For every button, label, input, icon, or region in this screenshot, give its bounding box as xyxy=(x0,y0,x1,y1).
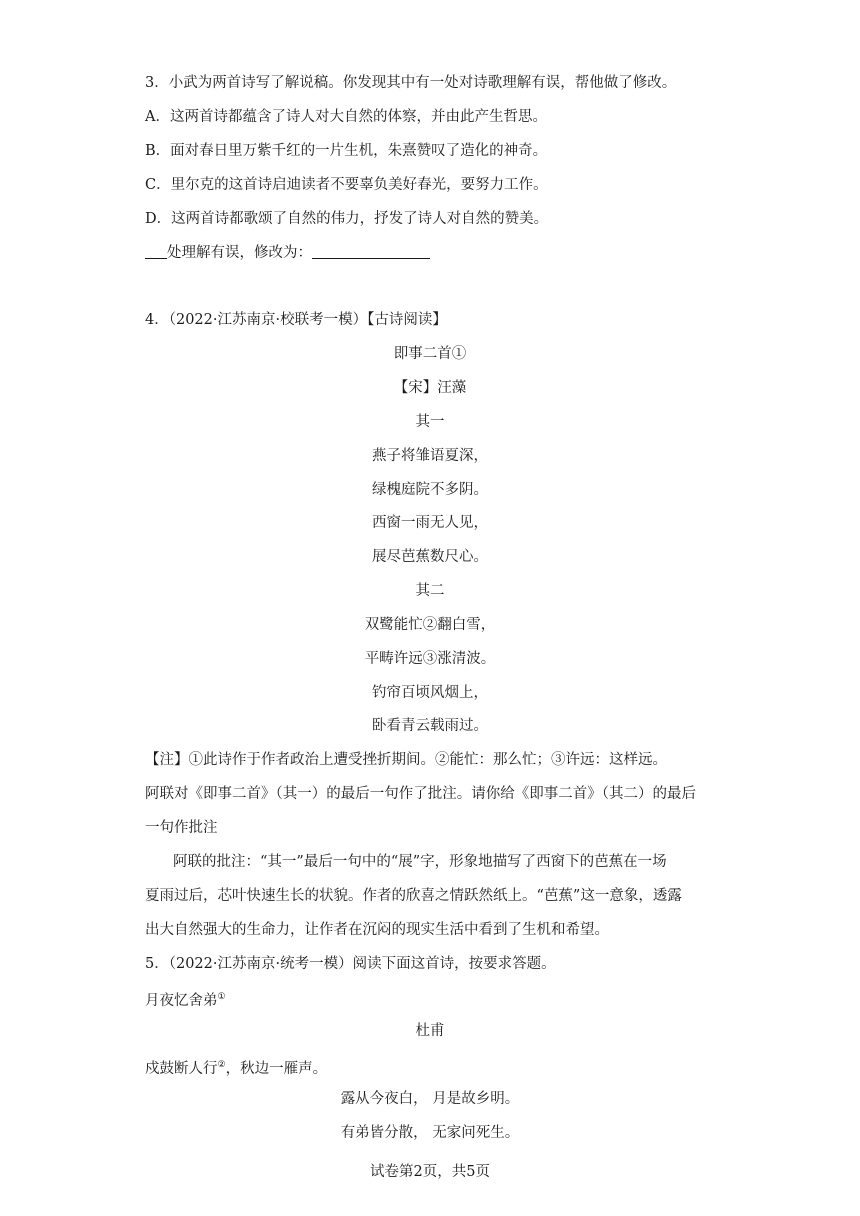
q4-sample-annotation: 夏雨过后，芯叶快速生长的状貌。作者的欣喜之情跃然纸上。“芭蕉”这一意象，透露 xyxy=(145,888,682,904)
q4-poem-author: 【宋】汪藻 xyxy=(393,380,467,396)
q5-line1-a: 戍鼓断人行 xyxy=(145,1061,218,1077)
q4-sample-annotation: 阿联的批注：“其一”最后一句中的“展”字，形象地描写了西窗下的芭蕉在一场 xyxy=(173,854,667,870)
q3-option-d: D．这两首诗都歌颂了自然的伟力，抒发了诗人对自然的赞美。 xyxy=(145,211,549,227)
q5-poem-line: 有弟皆分散， 无家问死生。 xyxy=(340,1125,520,1141)
q4-task-line: 一句作批注 xyxy=(145,820,218,836)
q5-stem: 5．（2022·江苏南京·统考一模）阅读下面这首诗，按要求答题。 xyxy=(145,956,556,972)
q3-stem: 3．小武为两首诗写了解说稿。你发现其中有一处对诗歌理解有误，帮他做了修改。 xyxy=(145,75,677,91)
q4-poem-title: 即事二首① xyxy=(393,346,467,362)
q3-option-c: C．里尔克的这首诗启迪读者不要辜负美好春光，要努力工作。 xyxy=(145,177,548,193)
q3-option-a: A．这两首诗都蕴含了诗人对大自然的体察，并由此产生哲思。 xyxy=(145,109,547,125)
q4-part1-title: 其一 xyxy=(415,414,445,430)
q4-note: 【注】①此诗作于作者政治上遭受挫折期间。②能忙：那么忙；③许远：这样远。 xyxy=(145,752,667,768)
q4-part1-line: 燕子将雏语夏深， xyxy=(372,448,488,464)
q3-answer-blank-correction[interactable] xyxy=(312,244,430,259)
q5-poem-title xyxy=(145,988,226,1010)
q3-answer-text: 处理解有误，修改为： xyxy=(167,245,312,261)
q3-answer-line xyxy=(145,244,430,262)
q5-poem-author: 杜甫 xyxy=(415,1023,445,1039)
q4-part2-title: 其二 xyxy=(415,583,445,599)
q4-part2-line: 钓帘百顷风烟上， xyxy=(372,685,488,701)
q4-part2-line: 双鹭能忙②翻白雪， xyxy=(364,617,496,633)
q4-task-line: 阿联对《即事二首》（其一）的最后一句作了批注。请你给《即事二首》（其二）的最后 xyxy=(145,786,696,802)
q4-part2-line: 平畴许远③涨清波。 xyxy=(364,651,496,667)
page-footer: 试卷第2页，共5页 xyxy=(370,1164,490,1180)
q5-poem-line: 露从今夜白， 月是故乡明。 xyxy=(340,1091,520,1107)
q5-poem-title-note-mark: ① xyxy=(217,992,226,1002)
q4-part2-line: 卧看青云载雨过。 xyxy=(372,718,488,734)
q4-part1-line: 绿槐庭院不多阴。 xyxy=(372,482,488,498)
q4-part1-line: 西窗一雨无人见， xyxy=(372,515,488,531)
q5-line1-b: ，秋边一雁声。 xyxy=(225,1061,328,1077)
q4-sample-annotation: 出大自然强大的生命力，让作者在沉闷的现实生活中看到了生机和希望。 xyxy=(145,922,609,938)
q4-stem: 4．（2022·江苏南京·校联考一模）【古诗阅读】 xyxy=(145,312,447,328)
q3-option-b: B．面对春日里万紫千红的一片生机，朱熹赞叹了造化的神奇。 xyxy=(145,143,548,159)
q5-poem-title-text: 月夜忆舍弟 xyxy=(145,993,218,1009)
q4-part1-line: 展尽芭蕉数尺心。 xyxy=(372,549,488,565)
q5-poem-line xyxy=(145,1056,327,1078)
q3-answer-blank-option[interactable] xyxy=(145,244,167,259)
q5-line1-note-mark: ② xyxy=(217,1060,226,1070)
